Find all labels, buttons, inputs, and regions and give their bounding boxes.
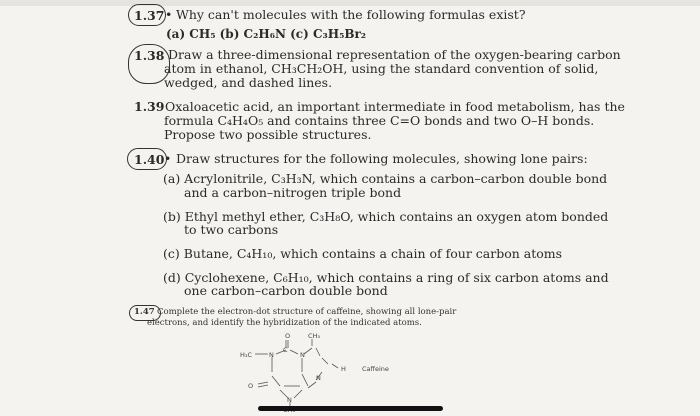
problem-line-147-2: electrons, and identify the hybridization of the indicated atoms. (147, 318, 422, 328)
problem-intro-140: Draw structures for the following molecules, showing lone pairs: (176, 151, 588, 166)
part-d-line-2: one carbon–carbon double bond (184, 283, 388, 298)
part-b-line-2: to two carbons (184, 222, 279, 237)
caffeine-structure (220, 332, 480, 412)
part-c-line-1: (c) Butane, C₄H₁₀, which contains a chain of four carbon atoms (163, 246, 563, 261)
problem-line-138-2: atom in ethanol, CH₃CH₂OH, using the standard convention of solid, (164, 61, 599, 76)
top-edge (0, 0, 700, 6)
home-indicator-bar (258, 406, 443, 411)
atom-ch3-top: CH₃ (308, 332, 321, 340)
problem-line-139-1: Oxaloacetic acid, an important intermediate in food metabolism, has the (165, 99, 625, 114)
part-d-line-1: (d) Cyclohexene, C₆H₁₀, which contains a ring of six carbon atoms and (163, 270, 609, 285)
part-b-line-1: (b) Ethyl methyl ether, C₃H₈O, which contains an oxygen atom bonded (163, 209, 609, 224)
problem-line-139-2: formula C₄H₄O₅ and contains three C=O bonds and two O–H bonds. (164, 113, 595, 128)
atom-h3c: H₃C (240, 351, 253, 359)
problem-number-138: 1.38 (134, 48, 165, 63)
problem-line-138-1: Draw a three-dimensional representation of the oxygen-bearing carbon (168, 47, 621, 62)
problem-number-147: 1.47 (134, 307, 155, 317)
problem-number-137: 1.37 (134, 8, 165, 23)
bullet-140: • (164, 151, 172, 166)
problem-number-140: 1.40 (134, 152, 165, 167)
atom-n3: N (287, 396, 292, 404)
problem-text-137: Why can't molecules with the following formulas exist? (176, 7, 526, 22)
problem-line-147-1: Complete the electron-dot structure of caffeine, showing all lone-pair (157, 307, 457, 317)
atom-n2: N (300, 351, 305, 359)
caffeine-caption: Caffeine (362, 365, 389, 373)
problem-line-138-3: wedged, and dashed lines. (164, 75, 333, 90)
atom-h: H (341, 365, 346, 373)
atom-n1: N (269, 351, 274, 359)
part-a-line-1: (a) Acrylonitrile, C₃H₃N, which contains a carbon–carbon double bond (163, 171, 608, 186)
bullet-137: • (165, 7, 173, 22)
atom-o-left: O (248, 382, 254, 390)
atom-o-top: O (285, 332, 291, 340)
atom-c: C (283, 346, 288, 354)
problem-number-139: 1.39 (134, 99, 165, 114)
problem-line-139-3: Propose two possible structures. (164, 127, 372, 142)
problem-parts-137: (a) CH₅ (b) C₂H₆N (c) C₃H₅Br₂ (166, 27, 367, 41)
atom-n4: N (316, 374, 321, 382)
part-a-line-2: and a carbon–nitrogen triple bond (184, 185, 402, 200)
